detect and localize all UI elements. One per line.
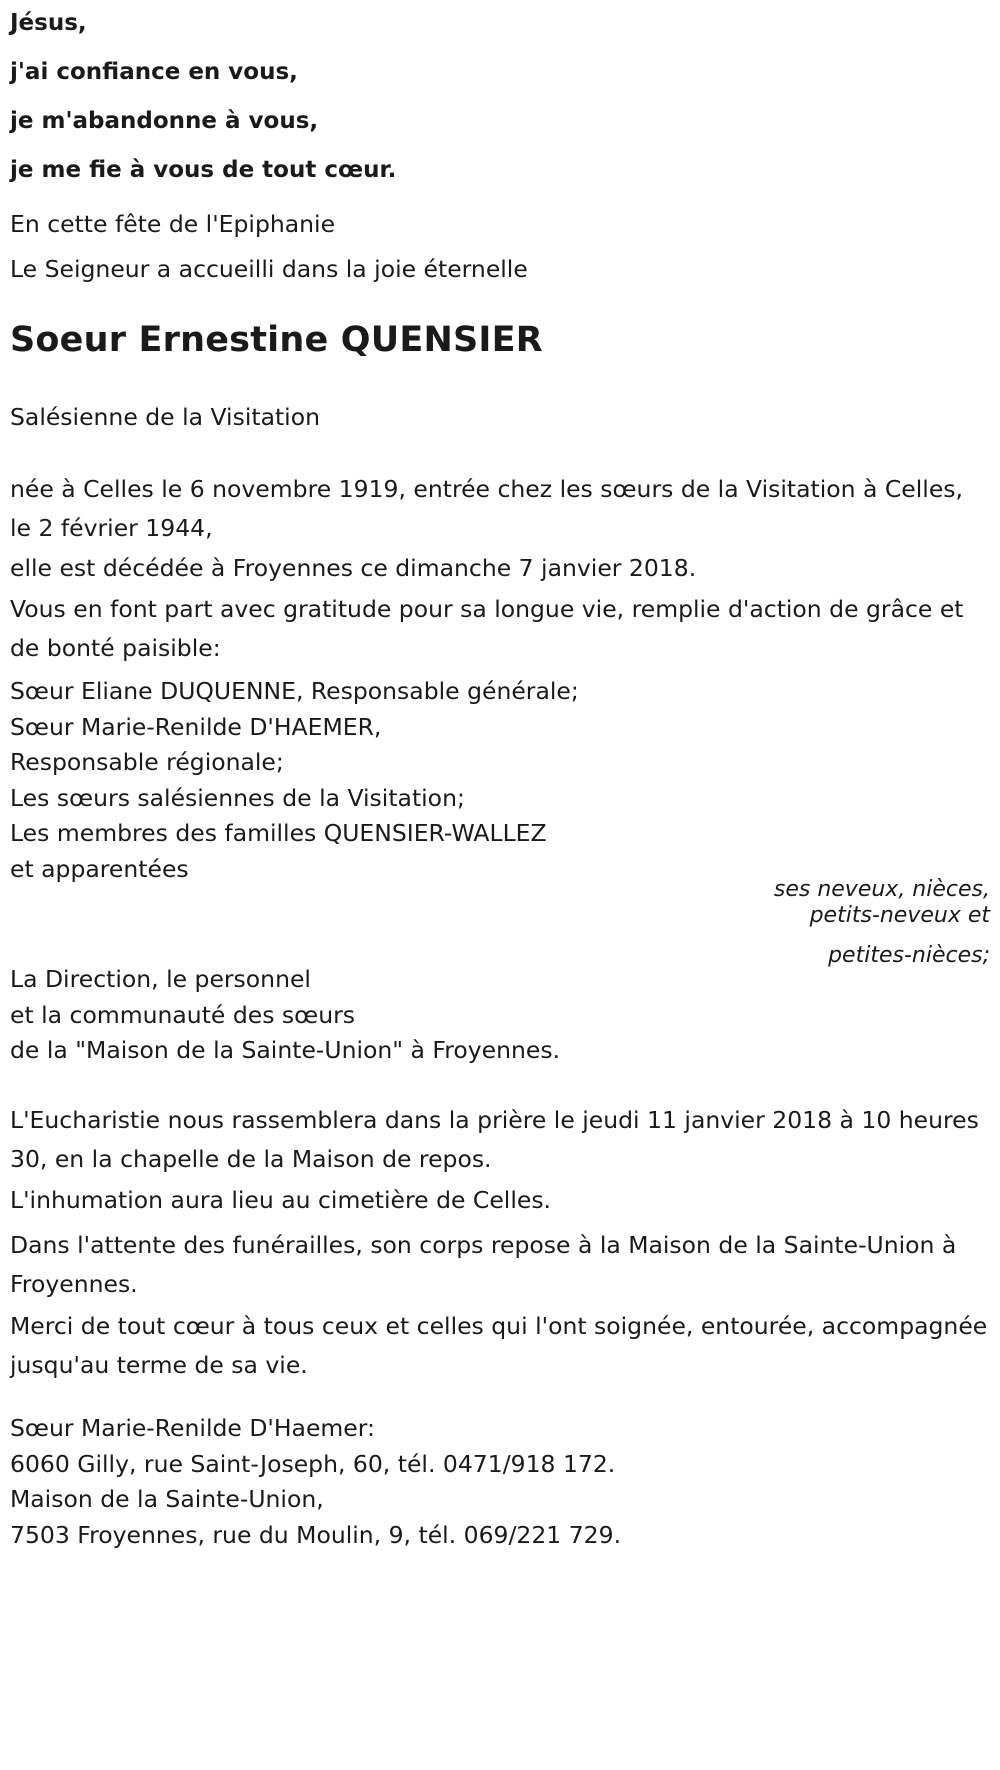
eucharist-info: L'Eucharistie nous rassemblera dans la prière le jeudi 11 janvier 2018 à 10 heures 30, en la chapelle de la Maison de repos.: [10, 1106, 979, 1173]
relatives-line: petites-nièces;: [828, 943, 990, 968]
direction-line: La Direction, le personnel: [10, 965, 311, 993]
intro-line-1: En cette fête de l'Epiphanie: [10, 210, 336, 238]
direction-block: [10, 962, 560, 1069]
relatives-note: [774, 877, 990, 969]
family-member: Les membres des familles QUENSIER-WALLEZ: [10, 819, 547, 847]
relatives-line: petits-neveux et: [809, 903, 990, 928]
prayer-line: je me fie à vous de tout cœur.: [10, 157, 397, 183]
prayer-line: j'ai confiance en vous,: [10, 59, 298, 85]
death-statement: elle est décédée à Froyennes ce dimanche 7 janvier 2018.: [10, 554, 697, 582]
body-rests-info: Dans l'attente des funérailles, son corps repose à la Maison de la Sainte-Union à Froyennes.: [10, 1231, 957, 1298]
prayer-line: je m'abandonne à vous,: [10, 108, 319, 134]
contact-line: 7503 Froyennes, rue du Moulin, 9, tél. 069/221 729.: [10, 1520, 622, 1549]
prayer-line: Jésus,: [10, 10, 87, 36]
thanks-message: Merci de tout cœur à tous ceux et celles qui l'ont soignée, entourée, accompagnée jusqu'au terme de sa vie.: [10, 1312, 988, 1379]
family-member: Sœur Marie-Renilde D'HAEMER,: [10, 712, 382, 741]
contact-line: 6060 Gilly, rue Saint-Joseph, 60, tél. 0471/918 172.: [10, 1449, 616, 1478]
deceased-name: Soeur Ernestine QUENSIER: [10, 320, 543, 360]
contact-block: [10, 1411, 621, 1553]
direction-line: et la communauté des sœurs: [10, 1000, 356, 1029]
intro-line-2: Le Seigneur a accueilli dans la joie éternelle: [10, 255, 528, 283]
opening-prayer: [10, 0, 396, 195]
contact-line: Maison de la Sainte-Union,: [10, 1485, 324, 1513]
congregation: Salésienne de la Visitation: [10, 403, 320, 431]
announcement: Vous en font part avec gratitude pour sa longue vie, remplie d'action de grâce et de bonté paisible:: [10, 595, 964, 662]
burial-info: L'inhumation aura lieu au cimetière de Celles.: [10, 1186, 552, 1214]
direction-line: de la "Maison de la Sainte-Union" à Froyennes.: [10, 1036, 561, 1064]
relatives-line: ses neveux, nièces,: [773, 877, 990, 902]
contact-line: Sœur Marie-Renilde D'Haemer:: [10, 1414, 375, 1442]
birth-entry: née à Celles le 6 novembre 1919, entrée chez les sœurs de la Visitation à Celles, le 2 février 1944,: [10, 475, 963, 542]
family-member: et apparentées: [10, 854, 189, 883]
family-member: Sœur Eliane DUQUENNE, Responsable générale;: [10, 677, 579, 705]
family-list: [10, 674, 579, 887]
family-member: Responsable régionale;: [10, 748, 284, 776]
family-member: Les sœurs salésiennes de la Visitation;: [10, 783, 465, 812]
